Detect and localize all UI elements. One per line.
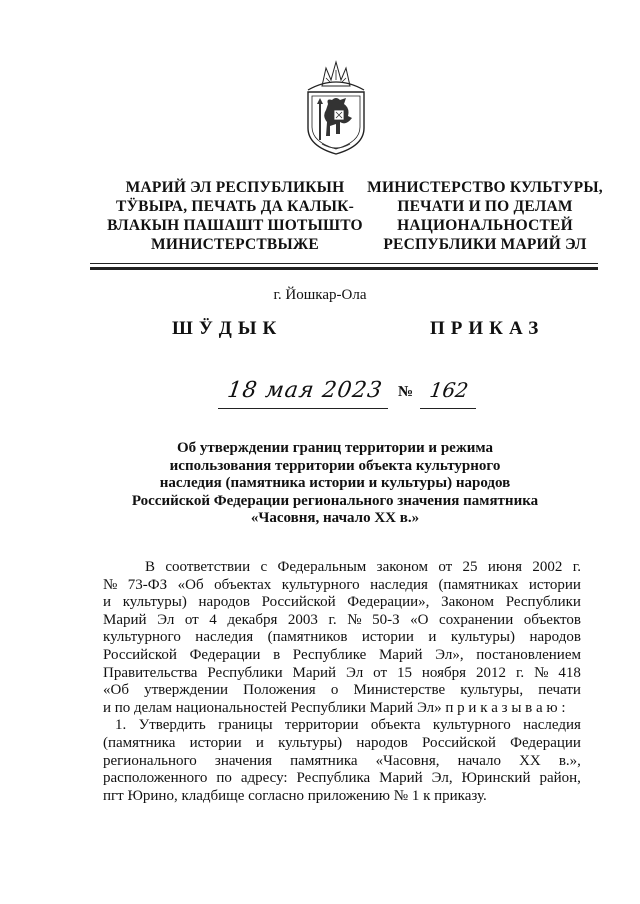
body-line: (памятника истории и культуры) народов Российской Федерации [103,734,581,751]
title-line: Российской Федерации регионального значения памятника [131,492,539,509]
body-line: Правительства Республики Марий Эл от 15 ноября 2012 г. № 418 [103,664,581,681]
header-left-line: МИНИСТЕРСТВЫЖЕ [151,236,319,253]
body-line: 1. Утвердить границы территории объекта культурного наследия [115,717,581,734]
doc-type-russian: ПРИКАЗ [430,318,545,339]
coat-of-arms-icon [300,56,372,156]
title-line: использования территории объекта культурного [169,457,501,474]
body-line: пгт Юрино, кладбище согласно приложению № 1 к приказу. [103,787,487,804]
header-right-line: ПЕЧАТИ И ПО ДЕЛАМ [397,198,573,215]
header-right-line: МИНИСТЕРСТВО КУЛЬТУРЫ, [367,179,603,196]
body-line: «Об утверждении Положения о Министерстве культуры, печати [103,682,581,699]
body-line: Российской Федерации в Республике Марий Эл», постановлением [103,646,581,663]
number-sign: № [398,384,414,400]
header-ministry-mari [100,178,370,254]
title-line: Об утверждении границ территории и режима [177,440,493,456]
title-line: «Часовня, начало XX в.» [250,510,420,526]
body-line: Марий Эл от 4 декабря 2003 г. № 50-З «О сохранении объектов [103,611,581,628]
header-right-line: НАЦИОНАЛЬНОСТЕЙ [397,217,573,234]
header-left-line: ТӰВЫРА, ПЕЧАТЬ ДА КАЛЫК- [116,198,354,215]
handwritten-date: 18 мая 2023 [225,378,385,403]
header-divider-thick [90,267,598,270]
doc-type-mari: ШӰДЫК [172,318,283,339]
order-title [100,440,570,528]
body-line: и культуры) народов Российской Федерации», Законом Республики [103,594,581,611]
number-underline [420,408,476,409]
header-ministry-russian [360,178,610,254]
header-left-line: МАРИЙ ЭЛ РЕСПУБЛИКЫН [125,179,345,196]
body-line: регионального значения памятника «Часовня, начало XX в.», [103,752,581,769]
header-right-line: РЕСПУБЛИКИ МАРИЙ ЭЛ [383,236,587,253]
body-line: расположенного по адресу: Республика Марий Эл, Юринский район, [103,770,581,787]
body-line: В соответствии с Федеральным законом от 25 июня 2002 г. [145,559,581,575]
header-divider-thin [90,263,598,264]
body-line: № 73-ФЗ «Об объектах культурного наследия (памятниках истории [103,576,581,593]
body-line: и по делам национальностей Республики Марий Эл» п р и к а з ы в а ю : [103,699,566,716]
body-line: культурного наследия (памятников истории и культуры) народов [103,629,581,646]
order-body [103,559,581,805]
date-underline [218,408,388,409]
title-line: наследия (памятника истории и культуры) народов [159,475,511,491]
handwritten-number: 162 [428,378,470,402]
header-left-line: ВЛАКЫН ПАШАШТ ШОТЫШТО [107,217,363,234]
date-number-row [0,378,640,410]
city-name: г. Йошкар-Ола [273,287,367,303]
